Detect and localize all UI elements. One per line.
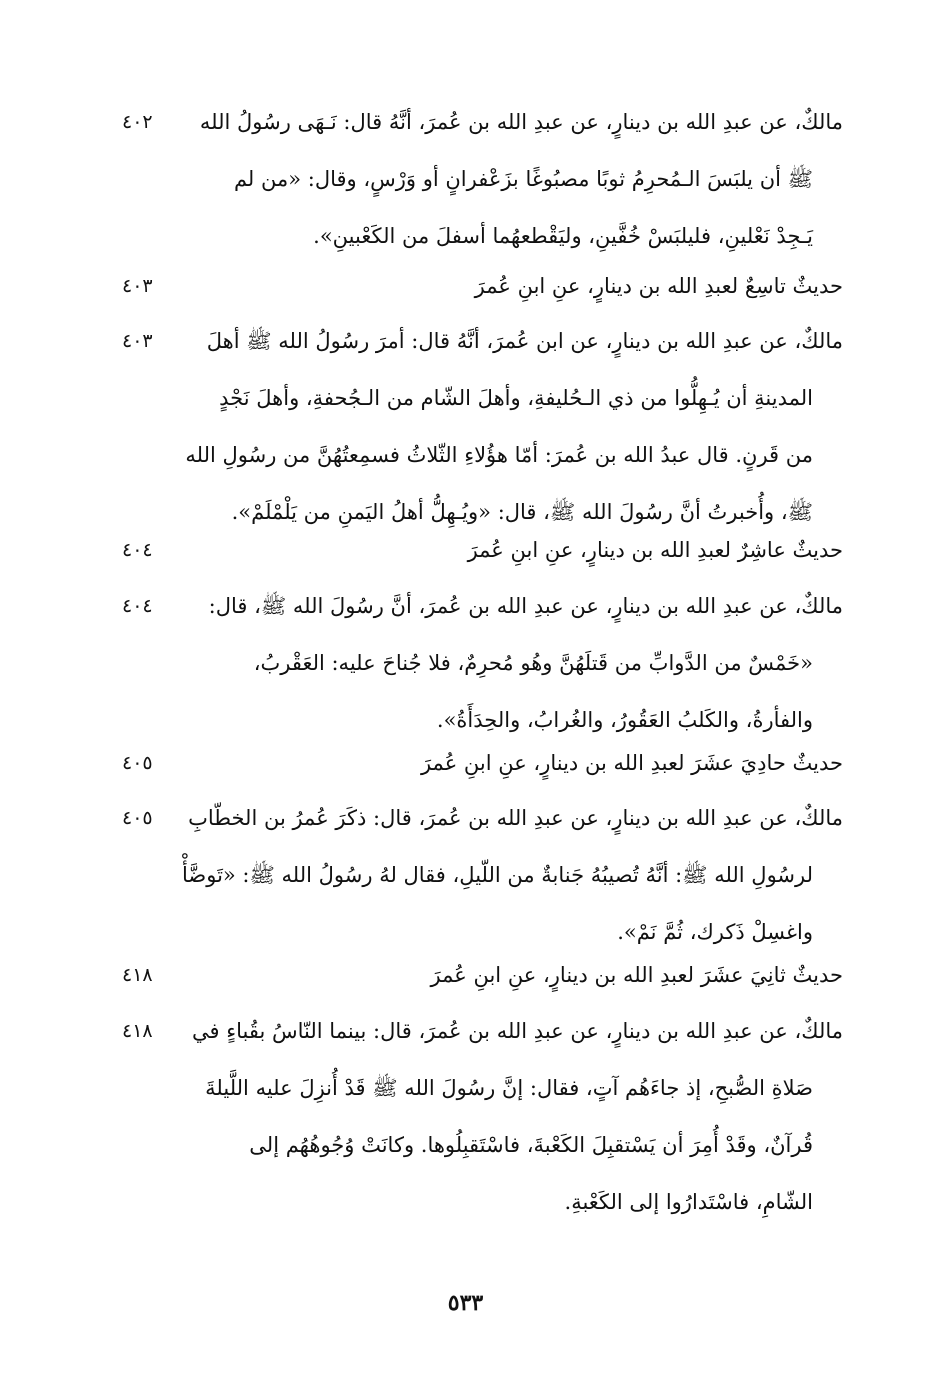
text-line: ﷺ أن يلبَسَ الـمُحرِمُ ثوبًا مصبُوغًا بزَعْفرانٍ أو وَرْسٍ، وقال: «من لم [233, 167, 813, 191]
heading-text: حديثٌ ثانِيَ عشَرَ لعبدِ الله بن دينارٍ، عنِ ابنِ عُمرَ [430, 963, 843, 987]
reference-number: ٤٠٣ [122, 275, 153, 297]
hadith-entry [123, 313, 843, 541]
text-line: قُرآنٌ، وقَدْ أُمِرَ أن يَسْتقبِلَ الكَعْبةَ، فاسْتَقبِلُوها. وكانَتْ وُجُوهُهُم إلى [249, 1133, 813, 1157]
hadith-entry [123, 578, 843, 749]
text-line: واغسِلْ ذَكرك، ثُمَّ نَمْ». [617, 920, 813, 944]
reference-number: ٤١٨ [122, 1020, 153, 1042]
heading-text: حديثٌ حادِيَ عشَرَ لعبدِ الله بن دينارٍ، عنِ ابنِ عُمرَ [420, 751, 843, 775]
reference-number: ٤١٨ [122, 964, 153, 986]
text-line: يَـجِدْ نَعْلينِ، فليلبَسْ خُفَّينِ، وليَقْطعهُما أسفلَ من الكَعْبينِ». [313, 224, 813, 248]
reference-number: ٤٠٣ [122, 330, 153, 352]
text-line: مالكٌ، عن عبدِ الله بن دينارٍ، عن عبدِ الله بن عُمرَ، قال: ذكَرَ عُمرُ بن الخطّابِ [188, 806, 843, 830]
text-line: صَلاةِ الصُّبحِ، إذ جاءَهُم آتٍ، فقال: إنَّ رسُولَ الله ﷺ قَدْ أُنزِلَ عليه اللَّيلةَ [205, 1076, 813, 1100]
reference-number: ٤٠٥ [122, 807, 153, 829]
page-number: ٥٣٣ [447, 1290, 484, 1316]
text-line: من قَرنٍ. قال عبدُ الله بن عُمرَ: أمّا هؤُلاءِ الثّلاثُ فسمِعتُهُنَّ من رسُولِ الله [185, 443, 813, 467]
reference-number: ٤٠٥ [122, 752, 153, 774]
text-line: مالكٌ، عن عبدِ الله بن دينارٍ، عن عبدِ الله بن عُمرَ، أنَّ رسُولَ الله ﷺ، قال: [208, 594, 843, 618]
text-line: مالكٌ، عن عبدِ الله بن دينارٍ، عن عبدِ الله بن عُمرَ، أنَّهُ قال: نَـهَى رسُولُ الله [199, 110, 843, 134]
reference-number: ٤٠٤ [122, 595, 153, 617]
hadith-entry [123, 1003, 843, 1231]
section-heading [123, 522, 843, 579]
section-heading [123, 258, 843, 315]
text-line: مالكٌ، عن عبدِ الله بن دينارٍ، عن ابن عُمرَ، أنَّهُ قال: أمرَ رسُولُ الله ﷺ أهلَ [206, 329, 843, 353]
text-line: مالكٌ، عن عبدِ الله بن دينارٍ، عن عبدِ الله بن عُمرَ، قال: بينما النّاسُ بقُباءٍ في [192, 1019, 843, 1043]
section-heading [123, 735, 843, 792]
heading-text: حديثٌ تاسِعٌ لعبدِ الله بن دينارٍ، عنِ ابنِ عُمرَ [474, 274, 843, 298]
text-line: ﷺ، وأُخبرتُ أنَّ رسُولَ الله ﷺ، قال: «ويُـهِلُّ أهلُ اليَمنِ من يَلْمْلَمْ». [231, 500, 813, 524]
section-heading [123, 947, 843, 1004]
hadith-entry [123, 790, 843, 961]
text-line: والفأرةُ، والكَلبُ العَقُورُ، والغُرابُ، والحِدَأَةُ». [436, 708, 813, 732]
text-line: الشّامِ، فاسْتَدارُوا إلى الكَعْبةِ. [564, 1190, 813, 1214]
heading-text: حديثٌ عاشِرٌ لعبدِ الله بن دينارٍ، عنِ ابنِ عُمرَ [467, 538, 843, 562]
reference-number: ٤٠٢ [122, 111, 153, 133]
reference-number: ٤٠٤ [122, 539, 153, 561]
text-line: المدينةِ أن يُـهِلُّوا من ذي الـحُليفةِ، وأهلَ الشّام من الـجُحفةِ، وأهلَ نَجْدٍ [219, 386, 813, 410]
hadith-entry [123, 94, 843, 265]
text-line: «خَمْسٌ من الدَّوابِّ من قَتلَهُنَّ وهُو مُحرِمٌ، فلا جُناحَ عليه: العَقْربُ، [253, 651, 813, 675]
text-line: لرسُولِ الله ﷺ: أنَّهُ تُصيبُهُ جَنابةٌ من اللّيلِ، فقال لهُ رسُولُ الله ﷺ: «تَوضَّأْ [181, 863, 813, 887]
